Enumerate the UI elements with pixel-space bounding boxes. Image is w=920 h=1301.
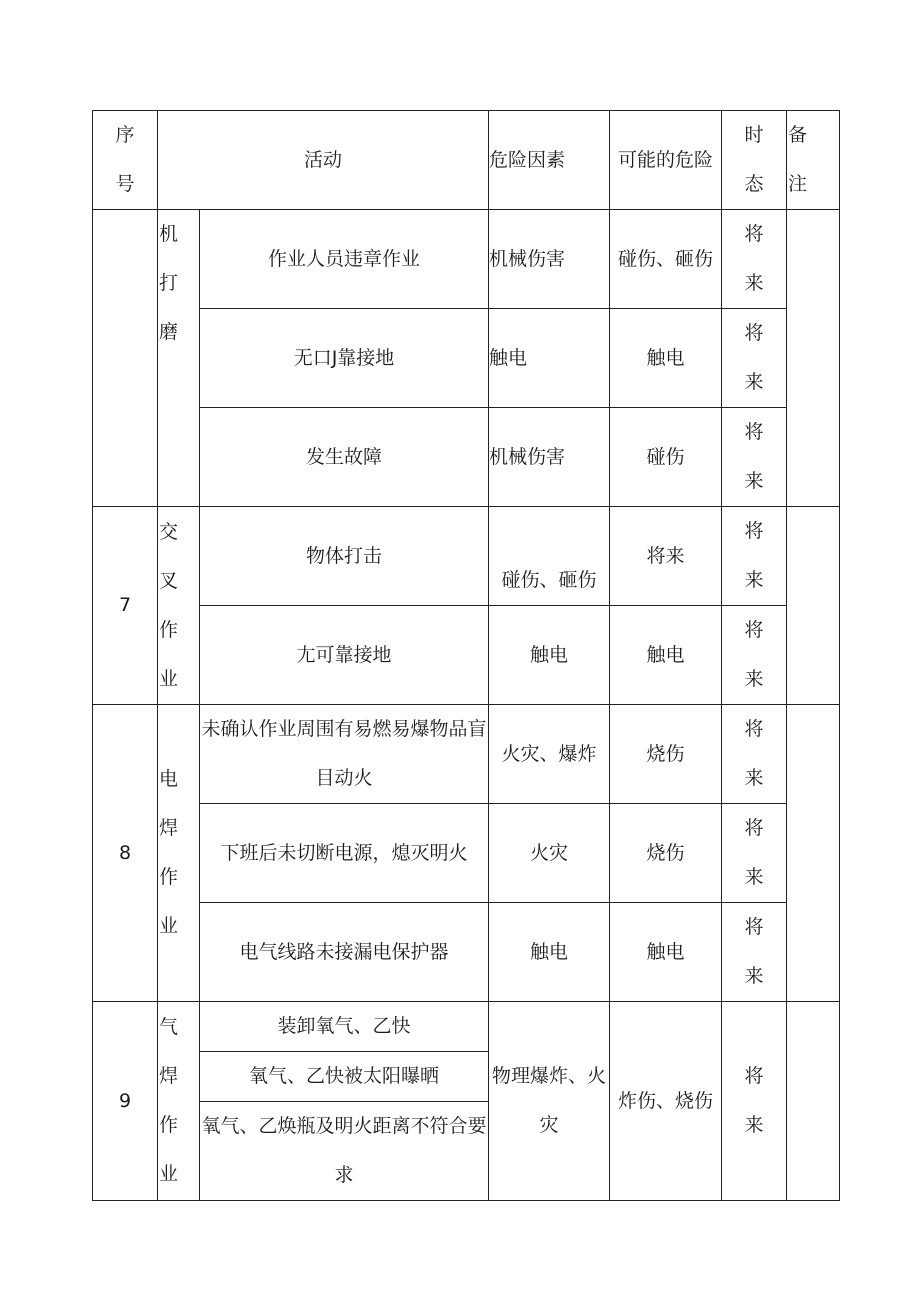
state-cell: 将来 <box>722 903 787 1002</box>
danger-cell: 烧伤 <box>610 705 722 804</box>
category-cell: 电焊作业 <box>158 705 200 1002</box>
activity-cell: 下班后未切断电源，熄灭明火 <box>200 804 489 903</box>
risk-table <box>92 110 840 1201</box>
seq-cell: 8 <box>93 705 158 1002</box>
danger-cell: 触电 <box>610 309 722 408</box>
table-row <box>93 606 840 705</box>
hazard-cell: 火灾 <box>489 804 610 903</box>
danger-cell: 烧伤 <box>610 804 722 903</box>
header-danger: 可能的危险 <box>610 111 722 210</box>
danger-cell: 碰伤、砸伤 <box>610 210 722 309</box>
note-cell <box>787 705 840 1002</box>
category-cell: 机打磨 <box>158 210 200 507</box>
activity-cell: 尢可靠接地 <box>200 606 489 705</box>
note-cell <box>787 210 840 507</box>
state-cell: 将来 <box>722 309 787 408</box>
note-cell <box>787 1002 840 1201</box>
hazard-cell: 触电 <box>489 606 610 705</box>
state-cell: 将来 <box>722 1002 787 1201</box>
table-row <box>93 210 840 309</box>
seq-cell: 9 <box>93 1002 158 1201</box>
header-seq: 序号 <box>93 111 158 210</box>
hazard-cell: 火灾、爆炸 <box>489 705 610 804</box>
hazard-cell: 机械伤害 <box>489 210 610 309</box>
danger-cell: 触电 <box>610 903 722 1002</box>
table-row <box>93 507 840 606</box>
hazard-cell: 机械伤害 <box>489 408 610 507</box>
activity-cell: 氧气、乙快被太阳曝晒 <box>200 1052 489 1102</box>
category-cell: 气焊作业 <box>158 1002 200 1201</box>
danger-cell: 将来 <box>610 507 722 606</box>
hazard-cell: 触电 <box>489 903 610 1002</box>
table-row <box>93 705 840 804</box>
activity-cell: 作业人员违章作业 <box>200 210 489 309</box>
hazard-cell: 物理爆炸、火灾 <box>489 1002 610 1201</box>
activity-cell: 氧气、乙焕瓶及明火距离不符合要求 <box>200 1102 489 1201</box>
table-row <box>93 408 840 507</box>
table-row <box>93 1002 840 1052</box>
activity-cell: 未确认作业周围有易燃易爆物品盲目动火 <box>200 705 489 804</box>
header-row <box>93 111 840 210</box>
table-row <box>93 309 840 408</box>
activity-cell: 装卸氧气、乙快 <box>200 1002 489 1052</box>
activity-cell: 无口J靠接地 <box>200 309 489 408</box>
state-cell: 将来 <box>722 507 787 606</box>
table-row <box>93 804 840 903</box>
hazard-cell: 碰伤、砸伤 <box>489 507 610 606</box>
activity-cell: 电气线路未接漏电保护器 <box>200 903 489 1002</box>
danger-cell: 炸伤、烧伤 <box>610 1002 722 1201</box>
category-cell: 交叉作业 <box>158 507 200 705</box>
state-cell: 将来 <box>722 210 787 309</box>
state-cell: 将来 <box>722 606 787 705</box>
state-cell: 将来 <box>722 408 787 507</box>
header-state: 时态 <box>722 111 787 210</box>
header-note: 备注 <box>787 111 840 210</box>
danger-cell: 触电 <box>610 606 722 705</box>
table-row <box>93 903 840 1002</box>
note-cell <box>787 507 840 705</box>
activity-cell: 发生故障 <box>200 408 489 507</box>
hazard-cell: 触电 <box>489 309 610 408</box>
header-activity: 活动 <box>158 111 489 210</box>
seq-cell: 7 <box>93 507 158 705</box>
seq-cell <box>93 210 158 507</box>
activity-cell: 物体打击 <box>200 507 489 606</box>
state-cell: 将来 <box>722 804 787 903</box>
state-cell: 将来 <box>722 705 787 804</box>
header-hazard: 危险因素 <box>489 111 610 210</box>
danger-cell: 碰伤 <box>610 408 722 507</box>
